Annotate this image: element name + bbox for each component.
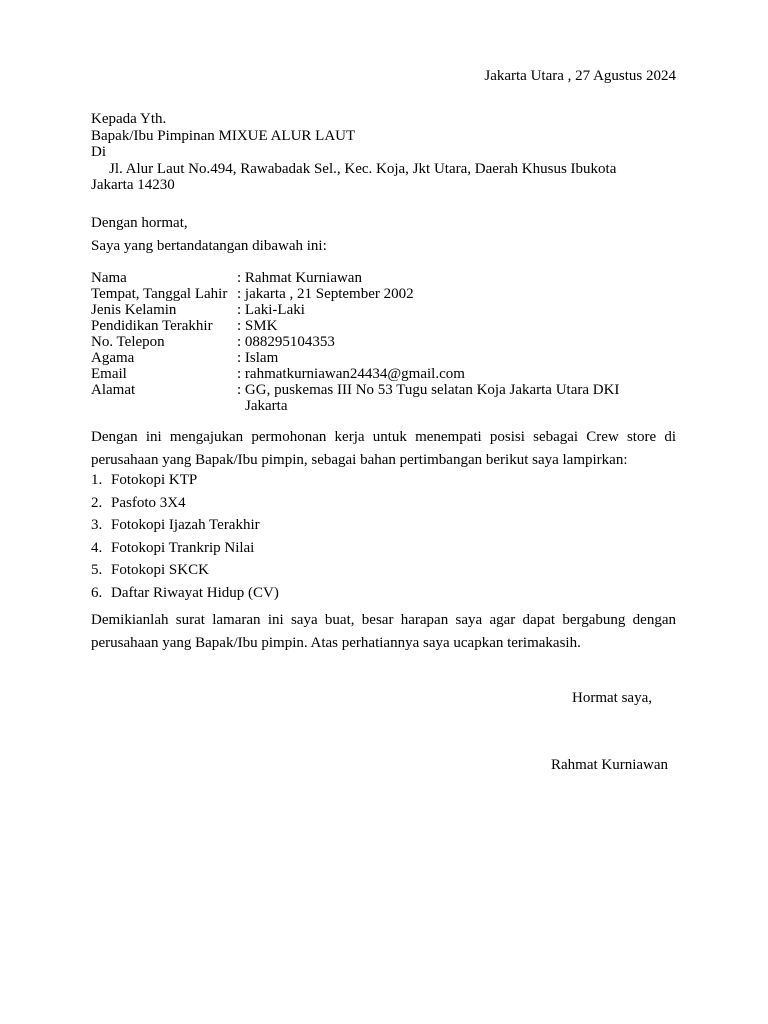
signer-name: Rahmat Kurniawan	[551, 757, 669, 773]
attachment-list	[91, 469, 279, 604]
field-row	[91, 286, 619, 302]
field-row	[91, 318, 619, 334]
field-value: : Islam	[237, 350, 279, 366]
greeting: Dengan hormat,	[91, 215, 188, 231]
list-item: 5. Fotokopi SKCK	[91, 562, 209, 578]
field-value	[237, 382, 619, 414]
recipient-di: Di	[91, 144, 106, 160]
field-label: Alamat	[91, 382, 136, 398]
list-item: 6. Daftar Riwayat Hidup (CV)	[91, 584, 279, 601]
intro-line: Saya yang bertandatangan dibawah ini:	[91, 238, 327, 254]
field-label: Email	[91, 366, 127, 382]
address-line-1: : GG, puskemas III No 53 Tugu selatan Koja Jakarta Utara DKI	[237, 382, 620, 398]
field-label: Jenis Kelamin	[91, 302, 177, 318]
field-value: : Laki-Laki	[237, 302, 305, 318]
field-label: Pendidikan Terakhir	[91, 318, 213, 334]
field-row	[91, 270, 619, 286]
list-item: 1. Fotokopi KTP	[91, 472, 198, 488]
letter-date: Jakarta Utara , 27 Agustus 2024	[484, 68, 676, 84]
applicant-details	[91, 270, 619, 414]
recipient-address-city: Jakarta 14230	[91, 177, 175, 193]
recipient-salutation: Kepada Yth.	[91, 111, 167, 127]
field-row	[91, 382, 619, 414]
address-line-2: Jakarta	[245, 398, 288, 414]
recipient-address: Jl. Alur Laut No.494, Rawabadak Sel., Kec. Koja, Jkt Utara, Daerah Khusus Ibukota	[109, 160, 617, 177]
field-row	[91, 302, 619, 318]
field-label: Tempat, Tanggal Lahir	[91, 286, 228, 302]
field-label: Agama	[91, 350, 135, 366]
field-label: Nama	[91, 270, 127, 286]
field-row	[91, 350, 619, 366]
closing-salutation: Hormat saya,	[572, 690, 652, 706]
application-paragraph: Dengan ini mengajukan permohonan kerja untuk menempati posisi sebagai Crew store di perusahaan yang Bapak/Ibu pimpin, sebagai bahan pertimbangan berikut saya lampirkan:	[91, 429, 676, 468]
field-value: : jakarta , 21 September 2002	[237, 286, 414, 302]
recipient-block	[91, 111, 616, 194]
list-item: 3. Fotokopi Ijazah Terakhir	[91, 517, 260, 533]
field-value: : 088295104353	[237, 334, 335, 350]
field-value: : rahmatkurniawan24434@gmail.com	[237, 366, 465, 382]
closing-paragraph: Demikianlah surat lamaran ini saya buat, besar harapan saya agar dapat bergabung dengan perusahaan yang Bapak/Ibu pimpin. Atas perhatiannya saya ucapkan terimakasih.	[91, 612, 676, 651]
field-row	[91, 366, 619, 382]
field-label: No. Telepon	[91, 334, 165, 350]
list-item: 2. Pasfoto 3X4	[91, 494, 186, 511]
field-value: : Rahmat Kurniawan	[237, 270, 362, 286]
field-value: : SMK	[237, 318, 278, 334]
field-row	[91, 334, 619, 350]
list-item: 4. Fotokopi Trankrip Nilai	[91, 539, 255, 556]
recipient-name: Bapak/Ibu Pimpinan MIXUE ALUR LAUT	[91, 127, 356, 144]
